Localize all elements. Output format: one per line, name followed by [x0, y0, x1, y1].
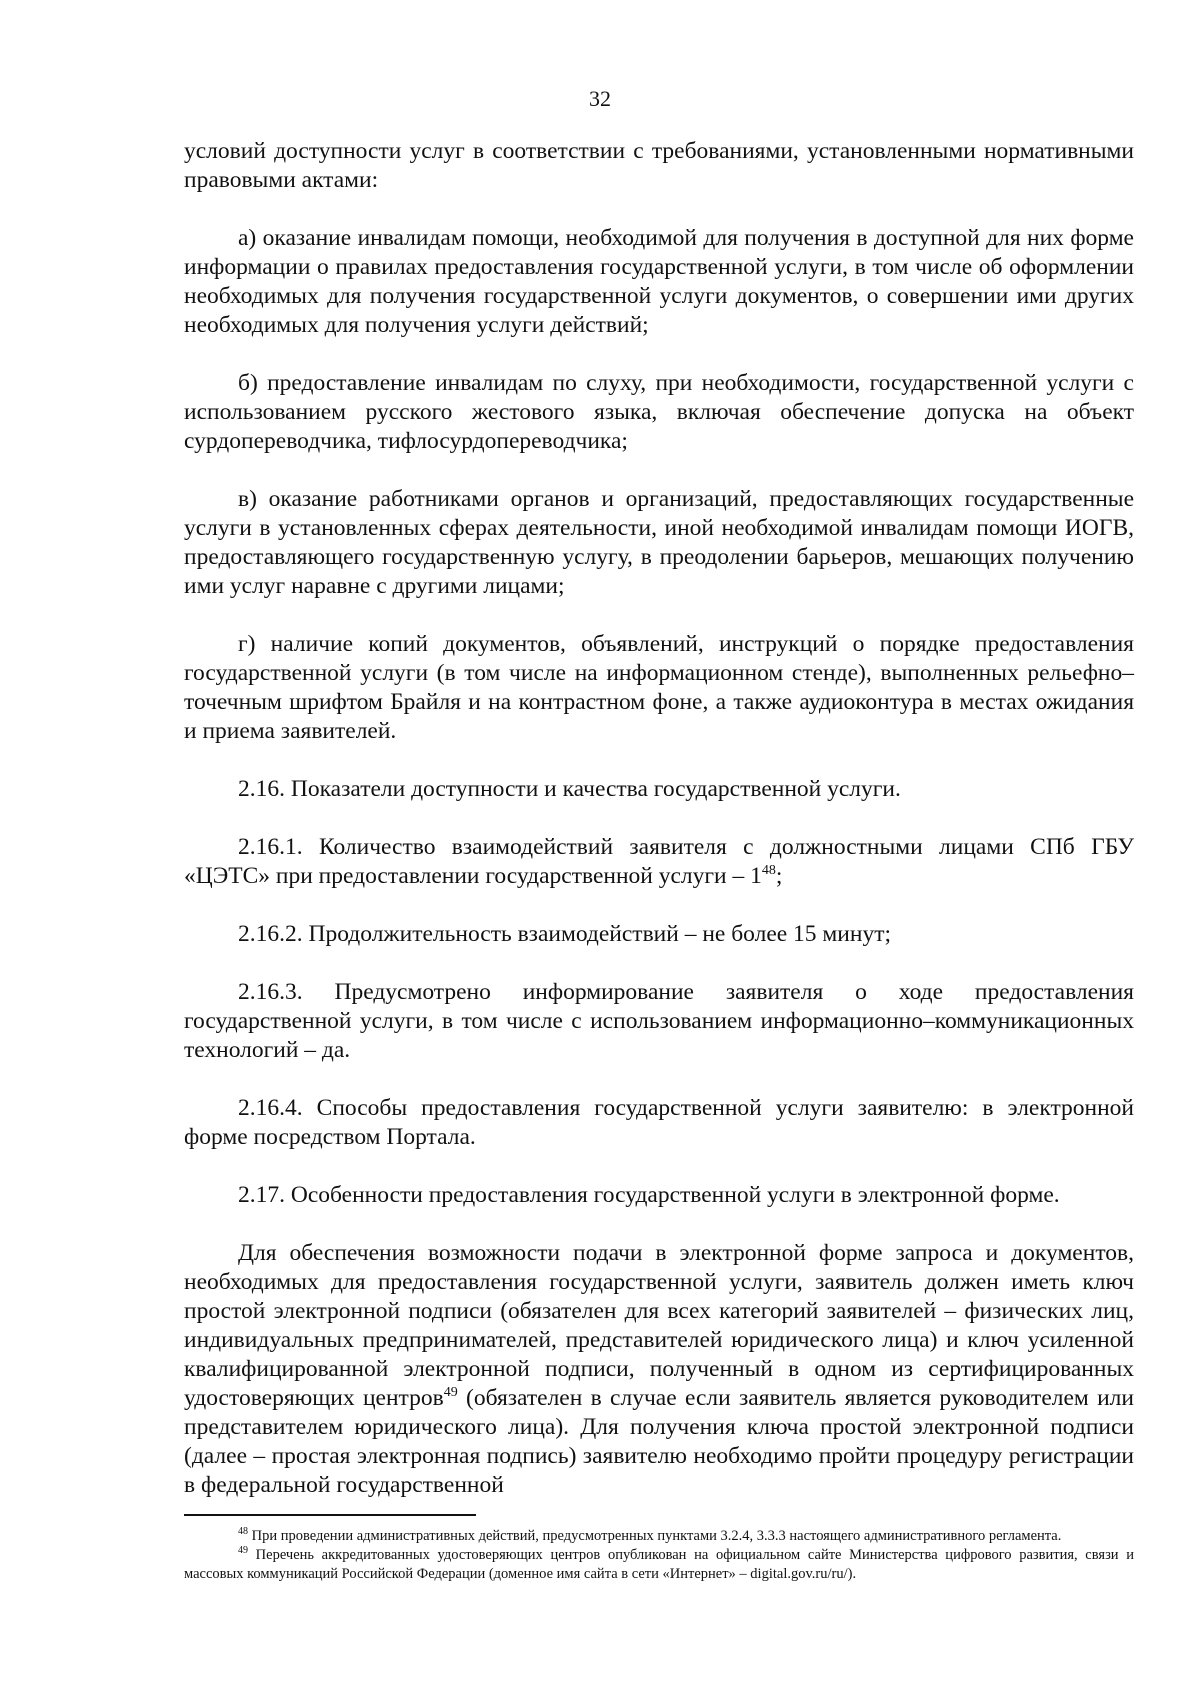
footnote-ref-49[interactable]: 49	[443, 1385, 458, 1401]
paragraph-continuation: условий доступности услуг в соответствии с требованиями, установленными нормативными правовыми актами:	[184, 138, 1134, 193]
paragraph-item-g: г) наличие копий документов, объявлений, инструкций о порядке предоставления государственной услуги (в том числе на информационном стенде), выполненных рельефно–точечным шрифтом Брайля и на контрастном фоне, а также аудиоконтура в местах ожидания и приема заявителей.	[184, 631, 1134, 744]
paragraph-2-16-3: 2.16.3. Предусмотрено информирование заявителя о ходе предоставления государственной услуги, в том числе с использованием информационно–коммуникационных технологий – да.	[184, 979, 1134, 1063]
paragraph-2-16-1-text: 2.16.1. Количество взаимодействий заявителя с должностными лицами СПб ГБУ «ЦЭТС» при предоставлении государственной услуги – 1	[184, 834, 1134, 889]
paragraph-item-a: а) оказание инвалидам помощи, необходимой для получения в доступной для них форме информации о правилах предоставления государственной услуги, в том числе об оформлении необходимых для получения государственной услуги документов, о совершении ими других необходимых для получения услуги действий;	[184, 225, 1134, 338]
section-heading-2-17: 2.17. Особенности предоставления государственной услуги в электронной форме.	[238, 1182, 1060, 1208]
paragraph-electronic-signature	[184, 1239, 1134, 1500]
footnote-separator	[184, 1514, 476, 1516]
footnote-49	[184, 1546, 1134, 1584]
section-heading-2-16: 2.16. Показатели доступности и качества государственной услуги.	[238, 776, 901, 802]
footnotes	[184, 1527, 1134, 1584]
paragraph-2-16-4: 2.16.4. Способы предоставления государственной услуги заявителю: в электронной форме посредством Портала.	[184, 1095, 1134, 1150]
paragraph-2-16-2: 2.16.2. Продолжительность взаимодействий – не более 15 минут;	[238, 921, 892, 947]
document-body	[184, 137, 1134, 1500]
footnote-49-text: Перечень аккредитованных удостоверяющих центров опубликован на официальном сайте Министерства цифрового развития, связи и массовых коммуникаций Российской Федерации (доменное имя сайта в сети «Интернет» – digital.gov.ru/ru/).	[184, 1547, 1134, 1582]
page-number: 32	[589, 86, 611, 111]
footnote-mark-49: 49	[238, 1545, 248, 1557]
paragraph-2-16-1	[184, 833, 1134, 891]
paragraph-electronic-signature-end: (обязателен в случае если заявитель является руководителем или представителем юридического лица). Для получения ключа простой электронной подписи (далее – простая электронная подпись) заявителю необходимо пройти процедуру регистрации в федеральной государственной	[184, 1385, 1134, 1498]
footnote-48	[184, 1527, 1134, 1546]
footnote-mark-48: 48	[238, 1526, 248, 1538]
footnote-ref-48[interactable]: 48	[761, 863, 776, 879]
paragraph-item-v: в) оказание работниками органов и организаций, предоставляющих государственные услуги в установленных сферах деятельности, иной необходимой инвалидам помощи ИОГВ, предоставляющего государственную услугу, в преодолении барьеров, мешающих получению ими услуг наравне с другими лицами;	[184, 486, 1134, 599]
paragraph-electronic-signature-text: Для обеспечения возможности подачи в электронной форме запроса и документов, необходимых для предоставления государственной услуги, заявитель должен иметь ключ простой электронной подписи (обязателен для всех категорий заявителей – физических лиц, индивидуальных предпринимателей, представителей юридического лица) и ключ усиленной квалифицированной электронной подписи, полученный в одном из сертифицированных удостоверяющих центров	[184, 1240, 1134, 1411]
paragraph-2-16-1-end: ;	[775, 863, 783, 889]
footnote-48-text: При проведении административных действий, предусмотренных пунктами 3.2.4, 3.3.3 настоящего административного регламента.	[248, 1528, 1062, 1544]
paragraph-item-b: б) предоставление инвалидам по слуху, при необходимости, государственной услуги с использованием русского жестового языка, включая обеспечение допуска на объект сурдопереводчика, тифлосурдопереводчика;	[184, 370, 1134, 454]
